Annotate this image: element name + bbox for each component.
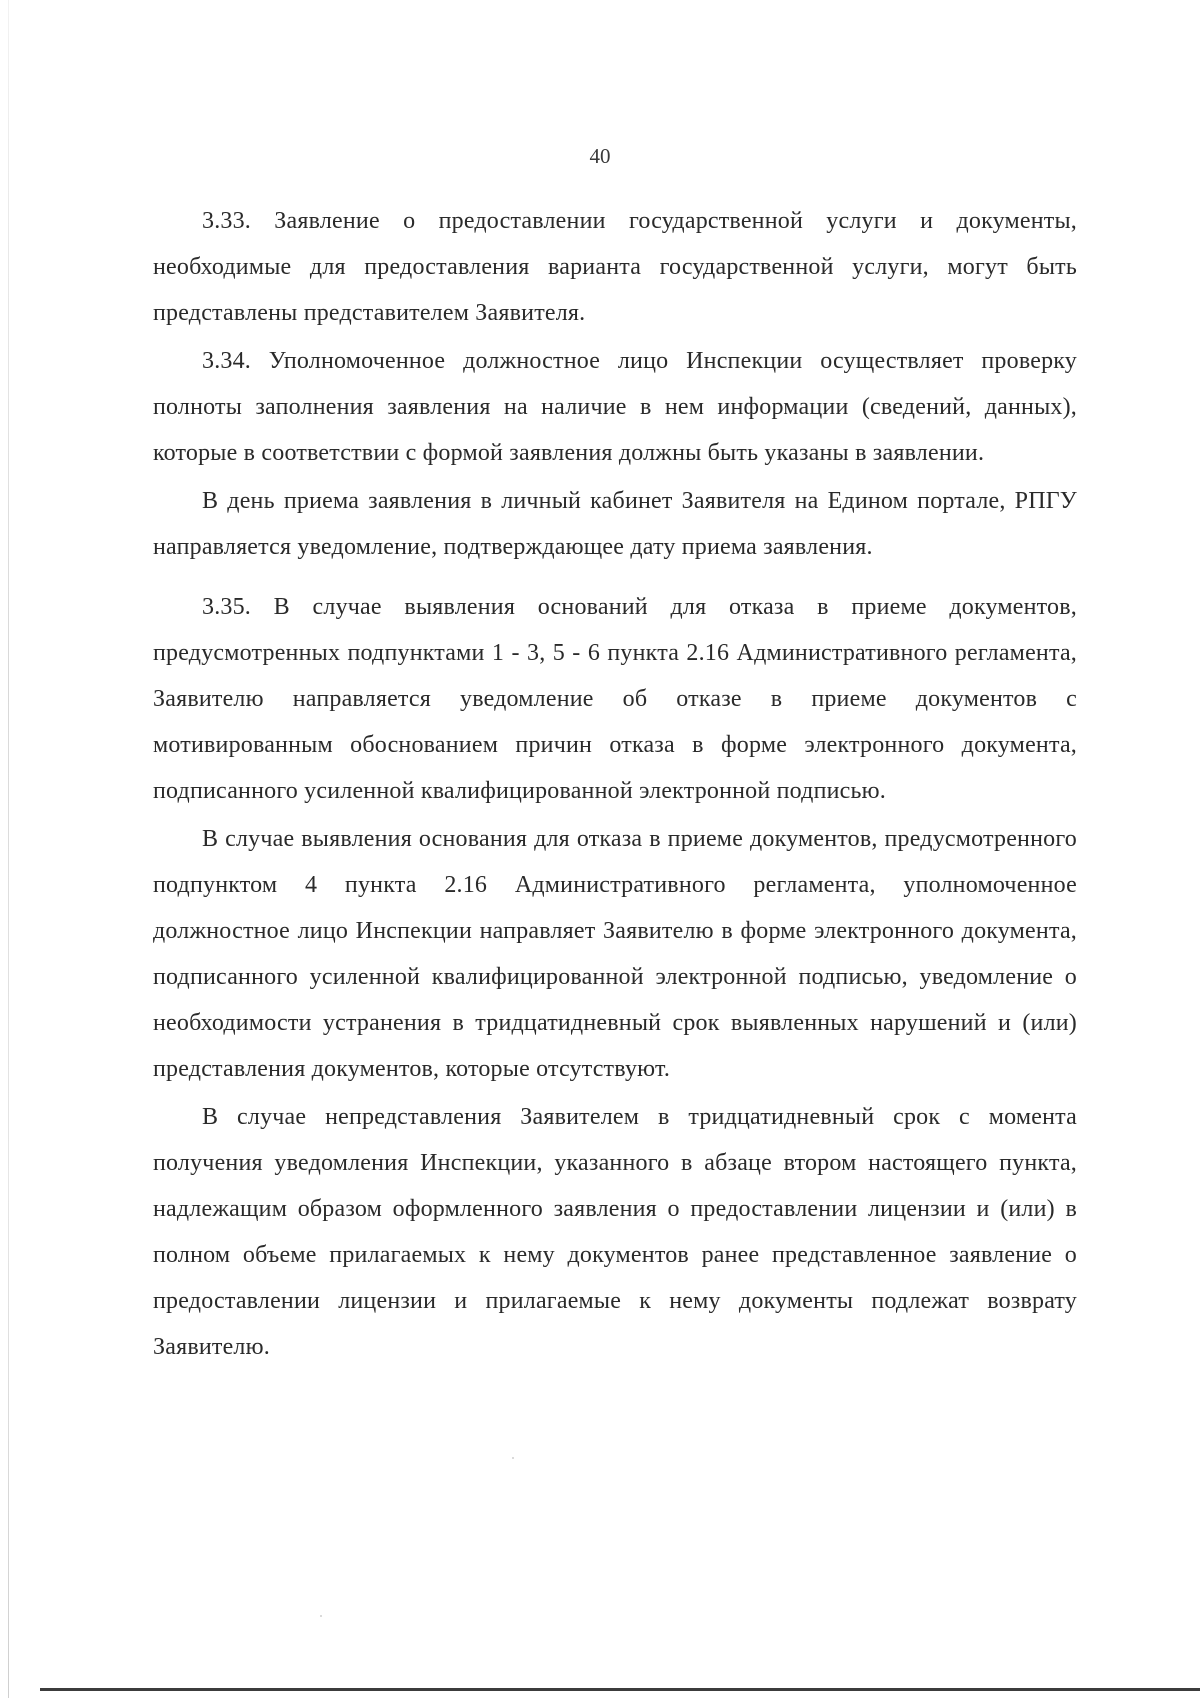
scan-bottom-edge xyxy=(40,1688,1200,1691)
paragraph-3-34: 3.34. Уполномоченное должностное лицо Инспекции осуществляет проверку полноты заполнения заявления на наличие в нем информации (сведений, данных), которые в соответствии с формой заявления должны быть указаны в заявлении. xyxy=(153,348,1077,466)
page-number: 40 xyxy=(589,144,611,168)
paragraph-3-33: 3.33. Заявление о предоставлении государственной услуги и документы, необходимые для предоставления варианта государственной услуги, могут быть представлены представителем Заявителя. xyxy=(153,208,1077,326)
paragraph-3-35-subparagraph-4: В случае выявления основания для отказа в приеме документов, предусмотренного подпунктом 4 пункта 2.16 Административного регламента, уполномоченное должностное лицо Инспекции направляет Заявителю в форме электронного документа, подписанного усиленной квалифицированной электронной подписью, уведомление о необходимости устранения в тридцатидневный срок выявленных нарушений и (или) представления документов, которые отсутствуют. xyxy=(153,826,1077,1082)
paragraph-3-35: 3.35. В случае выявления оснований для отказа в приеме документов, предусмотренных подпунктами 1 - 3, 5 - 6 пункта 2.16 Административного регламента, Заявителю направляется уведомление об отказе в приеме документов с мотивированным обоснованием причин отказа в форме электронного документа, подписанного усиленной квалифицированной электронной подписью. xyxy=(153,594,1077,804)
scan-speck xyxy=(320,1615,322,1617)
document-body xyxy=(153,198,1077,1370)
scan-speck xyxy=(512,1457,514,1459)
paragraph-3-35-return: В случае непредставления Заявителем в тридцатидневный срок с момента получения уведомления Инспекции, указанного в абзаце втором настоящего пункта, надлежащим образом оформленного заявления о предоставлении лицензии и (или) в полном объеме прилагаемых к нему документов ранее представленное заявление о предоставлении лицензии и прилагаемые к нему документы подлежат возврату Заявителю. xyxy=(153,1104,1077,1360)
scan-left-edge xyxy=(8,0,9,1698)
paragraph-3-34-notification: В день приема заявления в личный кабинет Заявителя на Едином портале, РПГУ направляется уведомление, подтверждающее дату приема заявления. xyxy=(153,488,1077,560)
